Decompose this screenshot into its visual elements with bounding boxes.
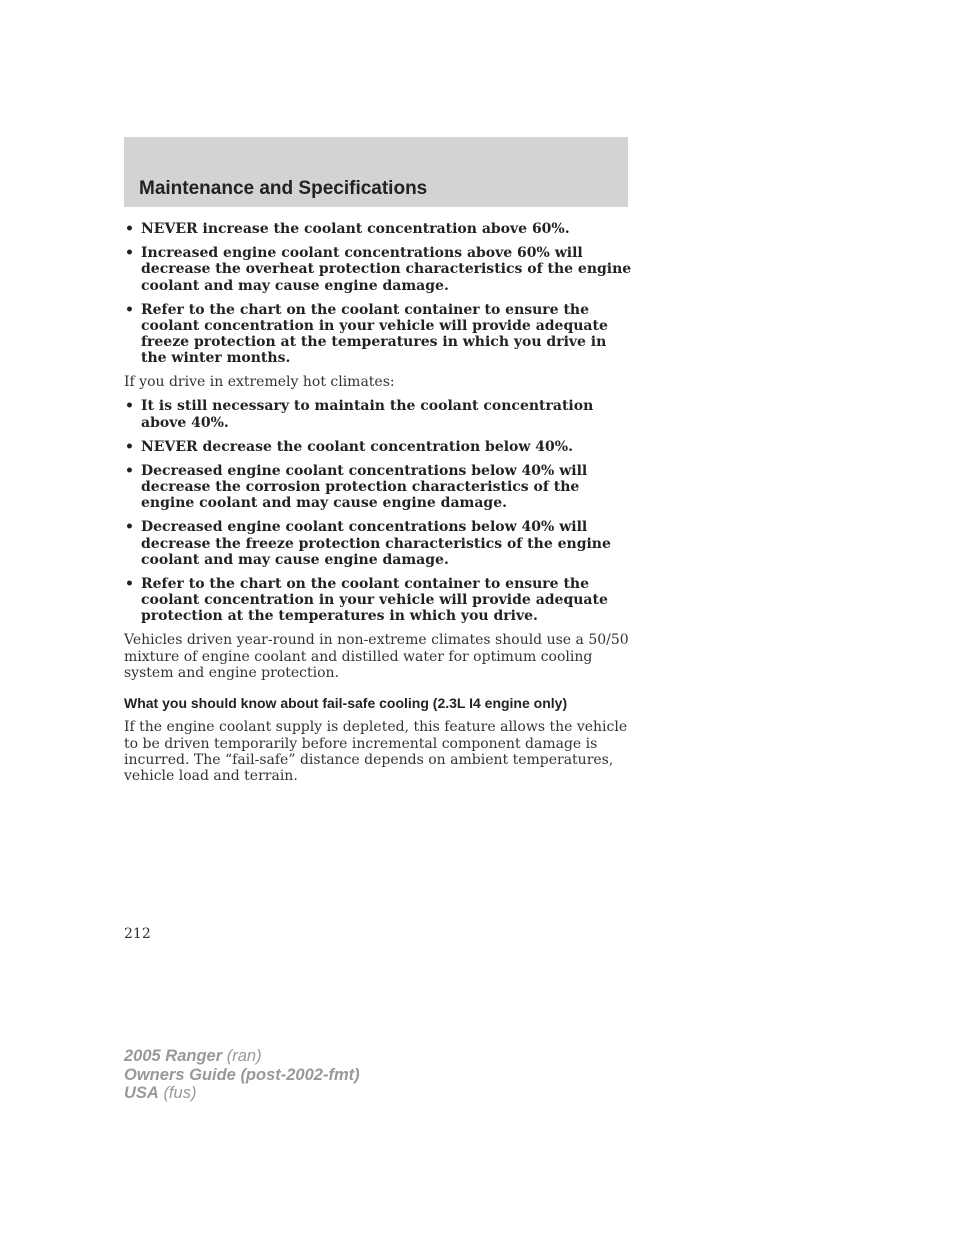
bullet-icon: • <box>125 462 134 479</box>
page-content <box>124 221 634 792</box>
bullet-icon: • <box>125 221 134 237</box>
list-item: • It is still necessary to maintain the coolant concentration above 40%. <box>125 398 594 431</box>
page-number: 212 <box>124 926 151 942</box>
footer-line-model: 2005 Ranger (ran) <box>124 1047 262 1065</box>
bullet-icon: • <box>125 244 134 261</box>
list-item: • Increased engine coolant concentrations above 60% will decrease the overheat protection characteristics of the engine coolant and may cause engine damage. <box>125 244 632 294</box>
list-item: • Refer to the chart on the coolant container to ensure the coolant concentration in your vehicle will provide adequate protection at the temperatures in which you drive. <box>125 575 608 625</box>
bullet-list-general <box>124 221 634 367</box>
year-round-paragraph: Vehicles driven year-round in non-extreme climates should use a 50/50 mixture of engine coolant and distilled water for optimum cooling system and engine protection. <box>124 632 629 682</box>
bullet-list-hot-climates <box>124 398 634 624</box>
list-item: • Refer to the chart on the coolant container to ensure the coolant concentration in your vehicle will provide adequate freeze protection at the temperatures in which you drive in the winter months. <box>125 301 608 367</box>
list-item: • NEVER increase the coolant concentration above 60%. <box>125 221 570 237</box>
list-item: • Decreased engine coolant concentrations below 40% will decrease the corrosion protection characteristics of the engine coolant and may cause engine damage. <box>125 462 588 512</box>
footer-line-region: USA (fus) <box>124 1084 197 1102</box>
failsafe-paragraph: If the engine coolant supply is depleted, this feature allows the vehicle to be driven temporarily before incremental component damage is incurred. The “fail-safe” distance depends on ambient temperatures, vehicle load and terrain. <box>124 719 628 785</box>
failsafe-heading: What you should know about fail-safe cooling (2.3L I4 engine only) <box>124 695 568 712</box>
bullet-icon: • <box>125 398 134 415</box>
section-title: Maintenance and Specifications <box>139 178 428 199</box>
bullet-icon: • <box>125 301 134 318</box>
document-footer <box>124 1047 360 1103</box>
hot-climates-intro: If you drive in extremely hot climates: <box>124 374 395 391</box>
list-item: • Decreased engine coolant concentrations below 40% will decrease the freeze protection characteristics of the engine coolant and may cause engine damage. <box>125 519 611 568</box>
bullet-icon: • <box>125 575 134 592</box>
bullet-icon: • <box>125 438 134 455</box>
section-header <box>124 137 628 207</box>
list-item: • NEVER decrease the coolant concentration below 40%. <box>125 438 573 455</box>
footer-line-guide: Owners Guide (post-2002-fmt) <box>124 1065 360 1084</box>
bullet-icon: • <box>125 519 134 536</box>
